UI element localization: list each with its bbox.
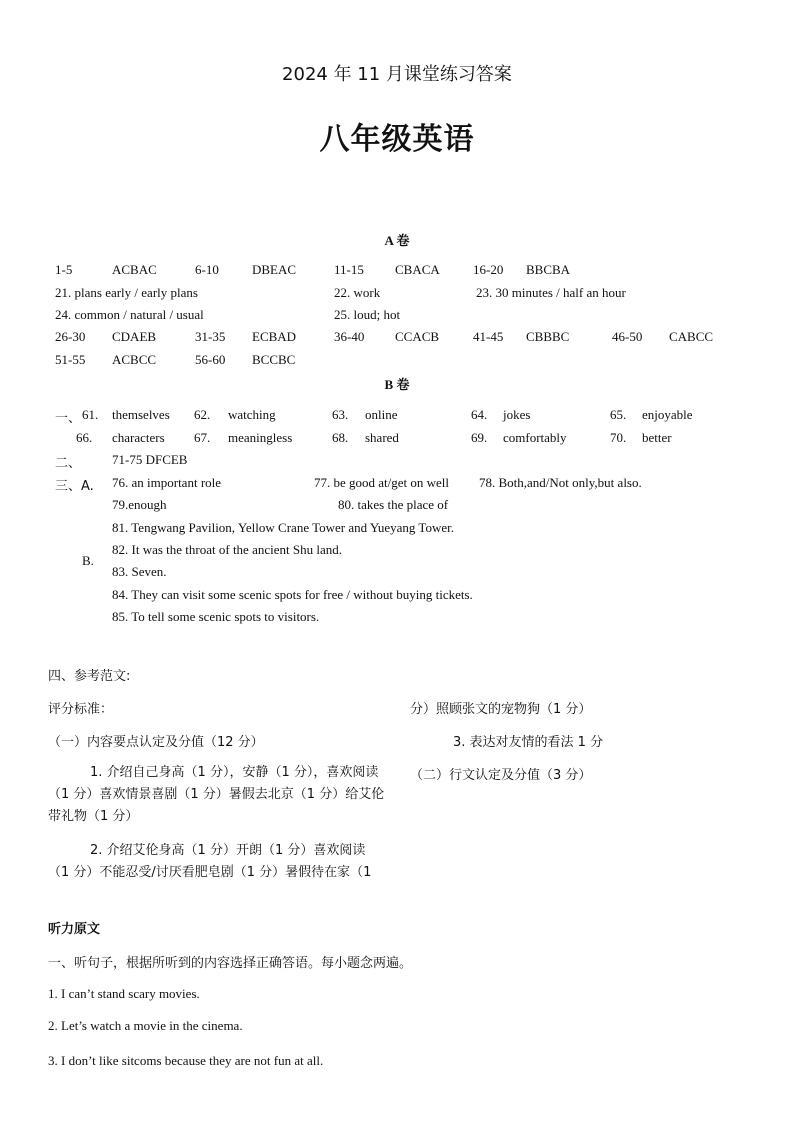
question-number: 63.	[332, 407, 349, 422]
answer-value: comfortably	[503, 430, 567, 445]
answer-value: themselves	[112, 407, 170, 422]
section-a-label: A 卷	[384, 233, 410, 248]
listening-heading: 听力原文	[48, 922, 101, 937]
listening-sentence-1: 1. I can’t stand scary movies.	[48, 986, 200, 1001]
answer-q23: 23. 30 minutes / half an hour	[476, 285, 626, 300]
part2-label: 二、	[55, 456, 82, 471]
answer-q79: 79.enough	[112, 497, 167, 512]
answer-value: CABCC	[669, 329, 714, 344]
answer-q21: 21. plans early / early plans	[55, 285, 198, 300]
question-number: 64.	[471, 407, 488, 422]
criteria-label: 评分标准：	[48, 702, 114, 717]
question-number: 61.	[82, 407, 99, 422]
answer-q25: 25. loud; hot	[334, 307, 401, 322]
part3-label: 三、A.	[55, 479, 94, 494]
question-number: 70.	[610, 430, 627, 445]
answer-q76: 76. an important role	[112, 475, 222, 490]
answer-value: CBBBC	[526, 329, 570, 344]
answer-value: jokes	[503, 407, 531, 422]
writing-points-heading: （二）行文认定及分值（3 分）	[410, 768, 592, 783]
part3b-label: B.	[82, 553, 94, 568]
answer-value: watching	[228, 407, 276, 422]
question-number: 66.	[76, 430, 93, 445]
part2-answer: 71-75 DFCEB	[112, 452, 188, 467]
answer-q85: 85. To tell some scenic spots to visitors.	[112, 609, 320, 624]
answer-value: CBACA	[395, 262, 440, 277]
page-subtitle: 2024 年 11 月课堂练习答案	[282, 64, 512, 85]
answer-q78: 78. Both,and/Not only,but also.	[479, 475, 642, 490]
answer-value: enjoyable	[642, 407, 693, 422]
content-point-2: 2. 介绍艾伦身高（1 分）开朗（1 分）喜欢阅读（1 分）不能忍受/讨厌看肥皂剧（1 分）暑假待在家（1	[48, 843, 372, 880]
answer-value: characters	[112, 430, 165, 445]
question-number: 69.	[471, 430, 488, 445]
question-number: 62.	[194, 407, 211, 422]
answer-value: meaningless	[228, 430, 293, 445]
question-range: 16-20	[473, 262, 504, 277]
question-range: 6-10	[195, 262, 219, 277]
question-range: 51-55	[55, 352, 86, 367]
answer-value: ECBAD	[252, 329, 297, 344]
answer-value: ACBCC	[112, 352, 157, 367]
answer-value: BCCBC	[252, 352, 296, 367]
question-range: 36-40	[334, 329, 365, 344]
listening-sentence-2: 2. Let’s watch a movie in the cinema.	[48, 1018, 243, 1033]
question-range: 1-5	[55, 262, 73, 277]
question-number: 68.	[332, 430, 349, 445]
question-range: 46-50	[612, 329, 643, 344]
answer-value: shared	[365, 430, 399, 445]
listening-instruction: 一、听句子，根据所听到的内容选择正确答语。每小题念两遍。	[48, 956, 413, 971]
part1-label: 一、	[55, 411, 82, 426]
content-point-2-continued: 分）照顾张文的宠物狗（1 分）	[410, 702, 592, 717]
section-4-label: 四、参考范文:	[48, 669, 131, 684]
answer-q81: 81. Tengwang Pavilion, Yellow Crane Tower and Yueyang Tower.	[112, 520, 454, 535]
answer-q80: 80. takes the place of	[338, 497, 449, 512]
answer-value: ACBAC	[112, 262, 157, 277]
answer-value: DBEAC	[252, 262, 297, 277]
answer-value: CCACB	[395, 329, 440, 344]
question-range: 11-15	[334, 262, 364, 277]
listening-sentence-3: 3. I don’t like sitcoms because they are not fun at all.	[48, 1053, 324, 1068]
content-point-3: 3. 表达对友情的看法 1 分	[453, 735, 604, 750]
answer-value: better	[642, 430, 672, 445]
question-number: 67.	[194, 430, 211, 445]
section-b-label: B 卷	[384, 377, 410, 392]
answer-value: BBCBA	[526, 262, 571, 277]
answer-q84: 84. They can visit some scenic spots for free / without buying tickets.	[112, 587, 473, 602]
question-range: 31-35	[195, 329, 226, 344]
answer-q24: 24. common / natural / usual	[55, 307, 204, 322]
question-number: 65.	[610, 407, 627, 422]
answer-q83: 83. Seven.	[112, 564, 167, 579]
answer-q82: 82. It was the throat of the ancient Shu land.	[112, 542, 342, 557]
question-range: 56-60	[195, 352, 226, 367]
question-range: 41-45	[473, 329, 504, 344]
content-point-1: 1. 介绍自己身高（1 分），安静（1 分），喜欢阅读（1 分）喜欢情景喜剧（1 分）暑假去北京（1 分）给艾伦带礼物（1 分）	[48, 765, 385, 824]
answer-q22: 22. work	[334, 285, 381, 300]
page-title: 八年级英语	[319, 122, 475, 157]
answer-value: CDAEB	[112, 329, 157, 344]
content-points-heading: （一）内容要点认定及分值（12 分）	[48, 735, 264, 750]
question-range: 26-30	[55, 329, 86, 344]
answer-value: online	[365, 407, 398, 422]
answer-q77: 77. be good at/get on well	[314, 475, 450, 490]
